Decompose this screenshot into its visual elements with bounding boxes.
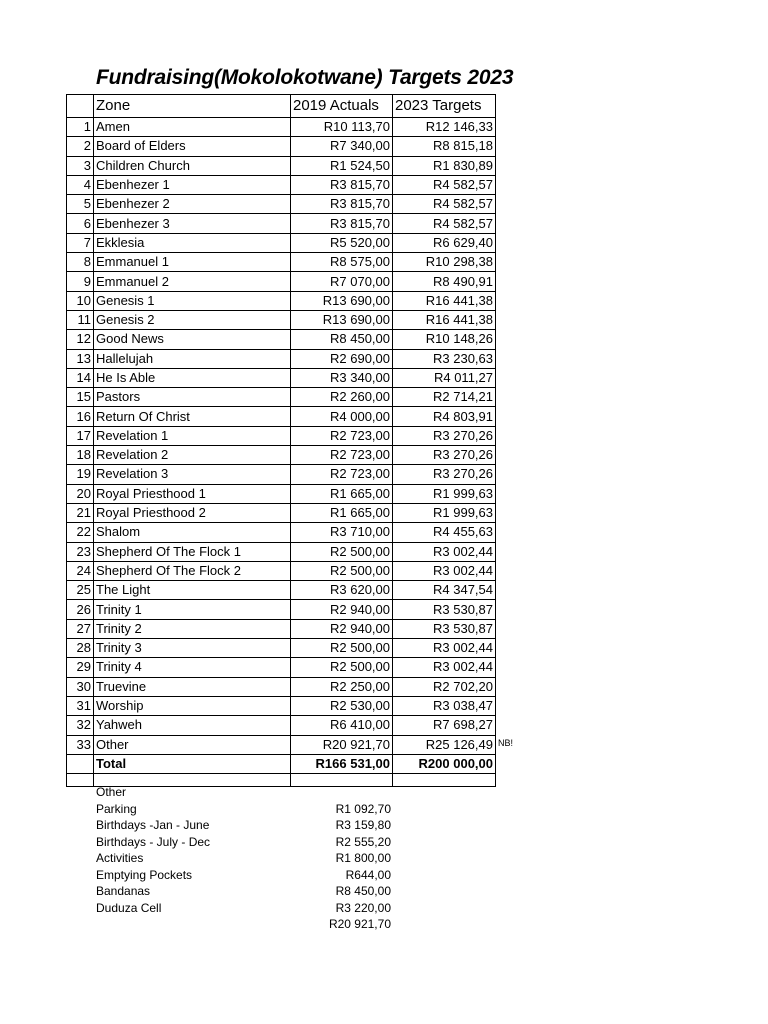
row-number: 5 bbox=[67, 195, 94, 214]
row-number: 27 bbox=[67, 619, 94, 638]
actual-2019: R8 450,00 bbox=[291, 330, 393, 349]
actual-2019: R3 710,00 bbox=[291, 523, 393, 542]
nb-note: NB! bbox=[498, 738, 514, 748]
other-item-row bbox=[96, 817, 396, 834]
row-number: 19 bbox=[67, 465, 94, 484]
target-2023: R16 441,38 bbox=[393, 291, 496, 310]
other-item-row bbox=[96, 883, 396, 900]
actual-2019: R2 723,00 bbox=[291, 446, 393, 465]
other-item-amount: R3 220,00 bbox=[335, 900, 391, 915]
zone-name: Ebenhezer 2 bbox=[94, 195, 291, 214]
target-2023: R8 490,91 bbox=[393, 272, 496, 291]
row-number: 2 bbox=[67, 137, 94, 156]
target-2023: R16 441,38 bbox=[393, 310, 496, 329]
other-item-label: Emptying Pockets bbox=[96, 867, 193, 882]
header-actuals: 2019 Actuals bbox=[291, 95, 393, 118]
table-row bbox=[67, 195, 496, 214]
target-2023: R4 582,57 bbox=[393, 214, 496, 233]
row-number: 32 bbox=[67, 716, 94, 735]
target-2023: R1 999,63 bbox=[393, 503, 496, 522]
target-2023: R1 830,89 bbox=[393, 156, 496, 175]
table-row bbox=[67, 118, 496, 137]
table-row bbox=[67, 696, 496, 715]
table-row bbox=[67, 561, 496, 580]
zone-name: Royal Priesthood 1 bbox=[94, 484, 291, 503]
zone-name: Amen bbox=[94, 118, 291, 137]
target-2023: R3 270,26 bbox=[393, 465, 496, 484]
zone-name: Yahweh bbox=[94, 716, 291, 735]
target-2023: R3 002,44 bbox=[393, 561, 496, 580]
other-heading-row bbox=[96, 784, 396, 801]
row-number: 29 bbox=[67, 658, 94, 677]
actual-2019: R3 340,00 bbox=[291, 368, 393, 387]
table-row bbox=[67, 619, 496, 638]
table-row bbox=[67, 272, 496, 291]
row-number: 11 bbox=[67, 310, 94, 329]
total-target: R200 000,00 bbox=[393, 754, 496, 773]
zone-name: Trinity 1 bbox=[94, 600, 291, 619]
target-2023: R4 582,57 bbox=[393, 195, 496, 214]
table-row bbox=[67, 388, 496, 407]
actual-2019: R2 690,00 bbox=[291, 349, 393, 368]
zone-name: Other bbox=[94, 735, 291, 754]
zone-name: Children Church bbox=[94, 156, 291, 175]
target-2023: R8 815,18 bbox=[393, 137, 496, 156]
row-number: 8 bbox=[67, 253, 94, 272]
other-item-label: Bandanas bbox=[96, 884, 151, 898]
row-number: 30 bbox=[67, 677, 94, 696]
table-row bbox=[67, 581, 496, 600]
target-2023: R3 270,26 bbox=[393, 446, 496, 465]
table-row bbox=[67, 368, 496, 387]
row-number: 7 bbox=[67, 233, 94, 252]
actual-2019: R2 500,00 bbox=[291, 561, 393, 580]
table-row bbox=[67, 677, 496, 696]
actual-2019: R13 690,00 bbox=[291, 291, 393, 310]
actual-2019: R2 723,00 bbox=[291, 465, 393, 484]
row-number: 20 bbox=[67, 484, 94, 503]
zone-name: Revelation 1 bbox=[94, 426, 291, 445]
zone-name: He Is Able bbox=[94, 368, 291, 387]
row-number: 23 bbox=[67, 542, 94, 561]
table-row bbox=[67, 446, 496, 465]
actual-2019: R7 070,00 bbox=[291, 272, 393, 291]
zone-name: Good News bbox=[94, 330, 291, 349]
target-2023: R25 126,49 bbox=[393, 735, 496, 754]
row-number: 17 bbox=[67, 426, 94, 445]
row-number: 15 bbox=[67, 388, 94, 407]
other-sum: R20 921,70 bbox=[328, 917, 391, 931]
row-number: 1 bbox=[67, 118, 94, 137]
row-number: 21 bbox=[67, 503, 94, 522]
table-row bbox=[67, 639, 496, 658]
total-label: Total bbox=[94, 754, 291, 773]
table-row bbox=[67, 349, 496, 368]
header-targets: 2023 Targets bbox=[393, 95, 496, 118]
target-2023: R4 011,27 bbox=[393, 368, 496, 387]
target-2023: R6 629,40 bbox=[393, 233, 496, 252]
blank-cell bbox=[393, 774, 496, 787]
table-row bbox=[67, 465, 496, 484]
other-item-label: Birthdays - July - Dec bbox=[96, 834, 211, 849]
actual-2019: R2 260,00 bbox=[291, 388, 393, 407]
zone-name: Ebenhezer 3 bbox=[94, 214, 291, 233]
other-item-amount: R1 092,70 bbox=[335, 801, 391, 816]
other-item-row bbox=[96, 850, 396, 867]
actual-2019: R4 000,00 bbox=[291, 407, 393, 426]
actual-2019: R2 500,00 bbox=[291, 542, 393, 561]
other-item-amount: R3 159,80 bbox=[335, 818, 391, 832]
header-num bbox=[67, 95, 94, 118]
zone-name: Return Of Christ bbox=[94, 407, 291, 426]
actual-2019: R3 620,00 bbox=[291, 581, 393, 600]
zone-name: Board of Elders bbox=[94, 137, 291, 156]
zone-name: The Light bbox=[94, 581, 291, 600]
other-item-row bbox=[96, 834, 396, 851]
table-row bbox=[67, 542, 496, 561]
target-2023: R3 530,87 bbox=[393, 600, 496, 619]
zone-name: Emmanuel 2 bbox=[94, 272, 291, 291]
table-row bbox=[67, 175, 496, 194]
zone-name: Shalom bbox=[94, 523, 291, 542]
zone-name: Emmanuel 1 bbox=[94, 253, 291, 272]
target-2023: R10 148,26 bbox=[393, 330, 496, 349]
other-item-row bbox=[96, 801, 396, 818]
row-number: 3 bbox=[67, 156, 94, 175]
table-row bbox=[67, 156, 496, 175]
actual-2019: R3 815,70 bbox=[291, 175, 393, 194]
target-2023: R4 347,54 bbox=[393, 581, 496, 600]
actual-2019: R2 940,00 bbox=[291, 619, 393, 638]
target-2023: R2 714,21 bbox=[393, 388, 496, 407]
page-title: Fundraising(Mokolokotwane) Targets 2023 bbox=[96, 66, 514, 89]
other-item-amount: R8 450,00 bbox=[335, 884, 391, 898]
actual-2019: R10 113,70 bbox=[291, 118, 393, 137]
target-2023: R10 298,38 bbox=[393, 253, 496, 272]
other-item-label: Birthdays -Jan - June bbox=[96, 818, 210, 832]
target-2023: R3 002,44 bbox=[393, 639, 496, 658]
row-number: 18 bbox=[67, 446, 94, 465]
table-row bbox=[67, 291, 496, 310]
actual-2019: R2 250,00 bbox=[291, 677, 393, 696]
target-2023: R4 582,57 bbox=[393, 175, 496, 194]
zone-name: Hallelujah bbox=[94, 349, 291, 368]
zone-name: Genesis 1 bbox=[94, 291, 291, 310]
target-2023: R3 530,87 bbox=[393, 619, 496, 638]
row-number: 14 bbox=[67, 368, 94, 387]
actual-2019: R2 530,00 bbox=[291, 696, 393, 715]
total-actual: R166 531,00 bbox=[291, 754, 393, 773]
row-number: 4 bbox=[67, 175, 94, 194]
actual-2019: R5 520,00 bbox=[291, 233, 393, 252]
zone-name: Revelation 2 bbox=[94, 446, 291, 465]
actual-2019: R1 524,50 bbox=[291, 156, 393, 175]
table-row bbox=[67, 600, 496, 619]
table-row bbox=[67, 503, 496, 522]
row-number: 28 bbox=[67, 639, 94, 658]
other-item-label: Activities bbox=[96, 851, 144, 865]
table-row bbox=[67, 658, 496, 677]
target-2023: R12 146,33 bbox=[393, 118, 496, 137]
other-heading: Other bbox=[96, 785, 127, 799]
zone-name: Royal Priesthood 2 bbox=[94, 503, 291, 522]
total-row bbox=[67, 754, 496, 773]
table-row bbox=[67, 253, 496, 272]
row-number: 24 bbox=[67, 561, 94, 580]
other-item-amount: R644,00 bbox=[345, 867, 391, 882]
row-number: 9 bbox=[67, 272, 94, 291]
row-number: 22 bbox=[67, 523, 94, 542]
other-breakdown bbox=[96, 784, 396, 933]
other-item-label: Duduza Cell bbox=[96, 900, 162, 915]
other-sum-row bbox=[96, 916, 396, 933]
target-2023: R3 230,63 bbox=[393, 349, 496, 368]
other-item-amount: R2 555,20 bbox=[335, 834, 391, 849]
zone-name: Truevine bbox=[94, 677, 291, 696]
table-row bbox=[67, 310, 496, 329]
actual-2019: R20 921,70 bbox=[291, 735, 393, 754]
target-2023: R3 002,44 bbox=[393, 658, 496, 677]
table-row bbox=[67, 484, 496, 503]
zone-name: Ebenhezer 1 bbox=[94, 175, 291, 194]
table-row bbox=[67, 137, 496, 156]
table-row bbox=[67, 214, 496, 233]
zone-name: Trinity 4 bbox=[94, 658, 291, 677]
zone-name: Revelation 3 bbox=[94, 465, 291, 484]
header-zone: Zone bbox=[94, 95, 291, 118]
actual-2019: R7 340,00 bbox=[291, 137, 393, 156]
table-row bbox=[67, 330, 496, 349]
target-2023: R1 999,63 bbox=[393, 484, 496, 503]
other-item-amount: R1 800,00 bbox=[335, 851, 391, 865]
row-number: 26 bbox=[67, 600, 94, 619]
row-number: 33 bbox=[67, 735, 94, 754]
zone-name: Pastors bbox=[94, 388, 291, 407]
row-number: 31 bbox=[67, 696, 94, 715]
target-2023: R4 455,63 bbox=[393, 523, 496, 542]
total-empty-cell bbox=[67, 754, 94, 773]
table-row bbox=[67, 233, 496, 252]
zone-name: Worship bbox=[94, 696, 291, 715]
target-2023: R4 803,91 bbox=[393, 407, 496, 426]
table-row bbox=[67, 407, 496, 426]
actual-2019: R3 815,70 bbox=[291, 214, 393, 233]
actual-2019: R13 690,00 bbox=[291, 310, 393, 329]
other-item-row bbox=[96, 900, 396, 917]
row-number: 12 bbox=[67, 330, 94, 349]
target-2023: R3 270,26 bbox=[393, 426, 496, 445]
table-row bbox=[67, 716, 496, 735]
table-row bbox=[67, 523, 496, 542]
blank-cell bbox=[67, 774, 94, 787]
zone-name: Ekklesia bbox=[94, 233, 291, 252]
row-number: 16 bbox=[67, 407, 94, 426]
actual-2019: R2 500,00 bbox=[291, 658, 393, 677]
zone-name: Genesis 2 bbox=[94, 310, 291, 329]
other-item-row bbox=[96, 867, 396, 884]
actual-2019: R2 500,00 bbox=[291, 639, 393, 658]
target-2023: R7 698,27 bbox=[393, 716, 496, 735]
zone-name: Trinity 2 bbox=[94, 619, 291, 638]
actual-2019: R2 723,00 bbox=[291, 426, 393, 445]
actual-2019: R8 575,00 bbox=[291, 253, 393, 272]
table-row bbox=[67, 735, 496, 754]
zone-name: Shepherd Of The Flock 2 bbox=[94, 561, 291, 580]
actual-2019: R2 940,00 bbox=[291, 600, 393, 619]
target-2023: R3 038,47 bbox=[393, 696, 496, 715]
target-2023: R3 002,44 bbox=[393, 542, 496, 561]
actual-2019: R1 665,00 bbox=[291, 503, 393, 522]
row-number: 25 bbox=[67, 581, 94, 600]
zone-name: Trinity 3 bbox=[94, 639, 291, 658]
actual-2019: R1 665,00 bbox=[291, 484, 393, 503]
actual-2019: R3 815,70 bbox=[291, 195, 393, 214]
actual-2019: R6 410,00 bbox=[291, 716, 393, 735]
row-number: 13 bbox=[67, 349, 94, 368]
table-row bbox=[67, 426, 496, 445]
row-number: 6 bbox=[67, 214, 94, 233]
row-number: 10 bbox=[67, 291, 94, 310]
zone-name: Shepherd Of The Flock 1 bbox=[94, 542, 291, 561]
table-header-row bbox=[67, 95, 496, 118]
target-2023: R2 702,20 bbox=[393, 677, 496, 696]
targets-table bbox=[66, 94, 496, 787]
other-item-label: Parking bbox=[96, 801, 137, 816]
